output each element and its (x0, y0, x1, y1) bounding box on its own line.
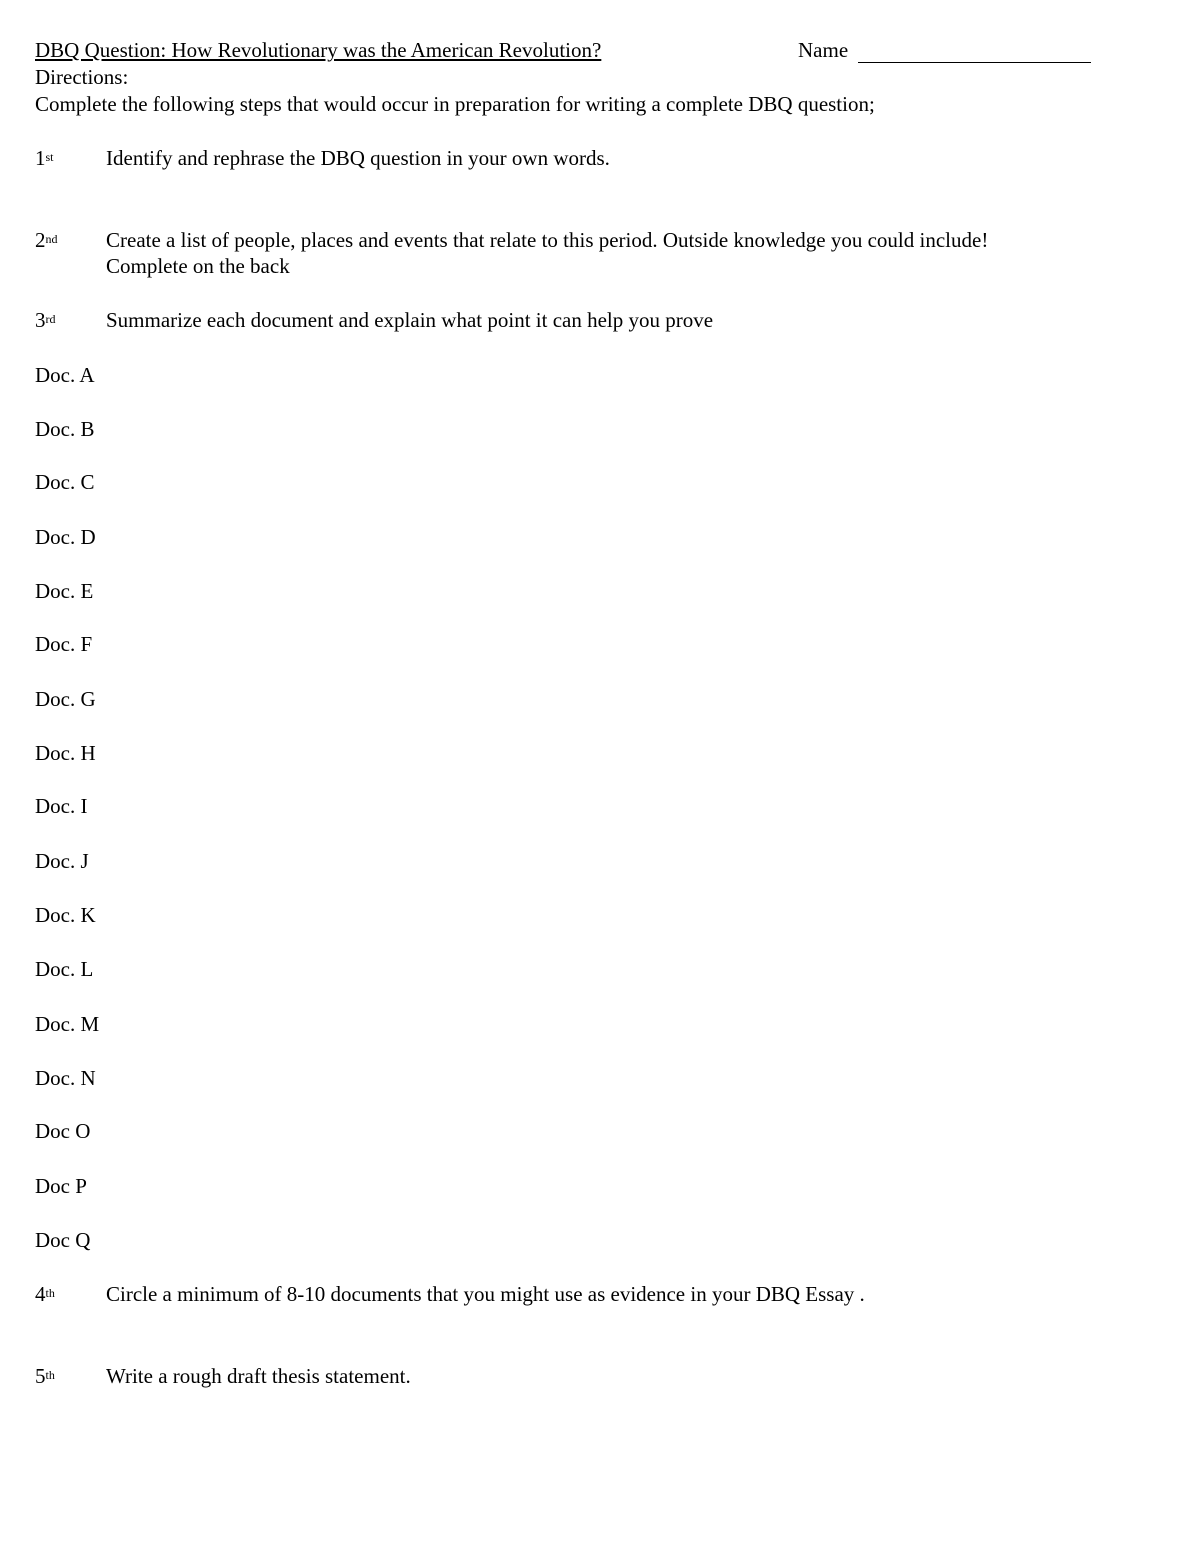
step-1-number: 1st (35, 146, 54, 170)
doc-label-g: Doc. G (35, 687, 96, 711)
step-1-text: Identify and rephrase the DBQ question in your own words. (106, 146, 610, 170)
doc-label-p: Doc P (35, 1174, 87, 1198)
page-title: DBQ Question: How Revolutionary was the American Revolution? (35, 38, 602, 62)
doc-label-m: Doc. M (35, 1012, 100, 1036)
directions-label: Directions: (35, 65, 129, 89)
doc-label-b: Doc. B (35, 417, 95, 441)
name-label: Name (798, 38, 849, 62)
step-2-number: 2nd (35, 228, 58, 252)
step-4-text: Circle a minimum of 8-10 documents that you might use as evidence in your DBQ Essay . (106, 1282, 865, 1306)
doc-label-f: Doc. F (35, 632, 93, 656)
doc-label-e: Doc. E (35, 579, 94, 603)
doc-label-h: Doc. H (35, 741, 96, 765)
doc-label-n: Doc. N (35, 1066, 96, 1090)
step-4-number: 4th (35, 1282, 55, 1306)
step-3-text: Summarize each document and explain what point it can help you prove (106, 308, 714, 332)
step-2-text-line2: Complete on the back (106, 254, 290, 278)
step-5-number: 5th (35, 1364, 55, 1388)
step-5-text: Write a rough draft thesis statement. (106, 1364, 411, 1388)
doc-label-k: Doc. K (35, 903, 96, 927)
doc-label-d: Doc. D (35, 525, 96, 549)
name-blank-line[interactable] (858, 62, 1091, 63)
doc-label-c: Doc. C (35, 470, 95, 494)
directions-text: Complete the following steps that would occur in preparation for writing a complete DBQ question; (35, 92, 875, 116)
step-3-number: 3rd (35, 308, 56, 332)
step-2-text: Create a list of people, places and events that relate to this period. Outside knowledge you could include! (106, 228, 989, 252)
doc-label-i: Doc. I (35, 794, 88, 818)
doc-label-a: Doc. A (35, 363, 95, 387)
doc-label-j: Doc. J (35, 849, 89, 873)
doc-label-l: Doc. L (35, 957, 94, 981)
doc-label-o: Doc O (35, 1119, 91, 1143)
doc-label-q: Doc Q (35, 1228, 91, 1252)
